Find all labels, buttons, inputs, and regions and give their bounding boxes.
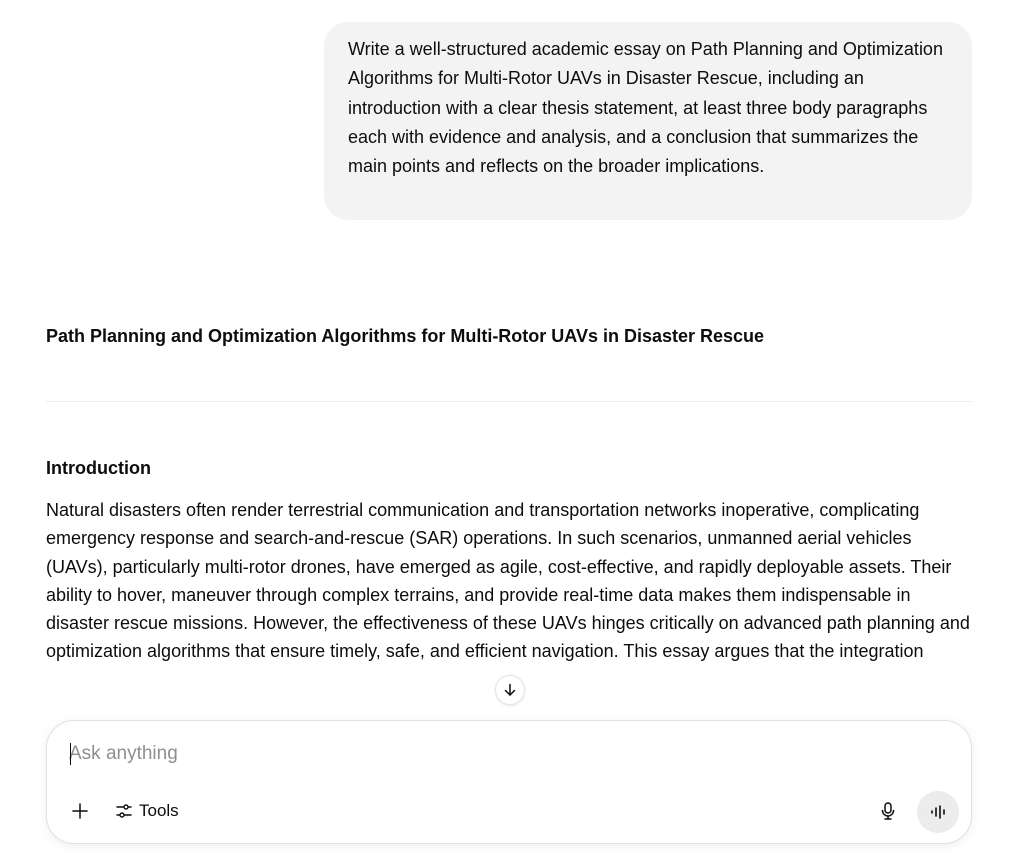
- prompt-input[interactable]: [69, 739, 889, 769]
- voice-waveform-icon: [929, 803, 947, 821]
- dictate-button[interactable]: [871, 794, 905, 828]
- user-message-text: Write a well-structured academic essay on Path Planning and Optimization Algorithms for Multi-Rotor UAVs in Disaster Rescue, including an introduction with a clear thesis statement, at least three body paragraphs each with evidence and analysis, and a conclusion that summarizes the main points and reflects on the broader implications.: [348, 39, 943, 177]
- scroll-to-bottom-button[interactable]: [495, 675, 525, 705]
- arrow-down-icon: [502, 682, 518, 698]
- essay-title: Path Planning and Optimization Algorithms for Multi-Rotor UAVs in Disaster Rescue: [46, 326, 765, 346]
- plus-icon: [71, 802, 89, 820]
- introduction-paragraph: Natural disasters often render terrestrial communication and transportation networks inoperative, complicating emergency response and search-and-rescue (SAR) operations. In such scenarios, unmanned aerial vehicles (UAVs), particularly multi-rotor drones, have emerged as agile, cost-effective, and rapidly deployable assets. Their ability to hover, maneuver through complex terrains, and provide real-time data makes them indispensable in disaster rescue missions. However, the effectiveness of these UAVs hinges critically on advanced path planning and optimization algorithms that ensure timely, safe, and efficient navigation. This essay argues that the integration: [46, 500, 970, 662]
- tools-button[interactable]: [109, 794, 185, 828]
- section-heading-introduction: Introduction: [46, 458, 151, 478]
- tools-label: Tools: [139, 801, 179, 820]
- tools-sliders-icon: [115, 802, 133, 820]
- text-caret: [70, 743, 71, 765]
- add-attachment-button[interactable]: [63, 794, 97, 828]
- voice-mode-button[interactable]: [917, 791, 959, 833]
- user-message-bubble: [324, 22, 972, 220]
- microphone-icon: [879, 801, 897, 821]
- message-composer: [46, 720, 972, 844]
- section-divider: [46, 401, 972, 402]
